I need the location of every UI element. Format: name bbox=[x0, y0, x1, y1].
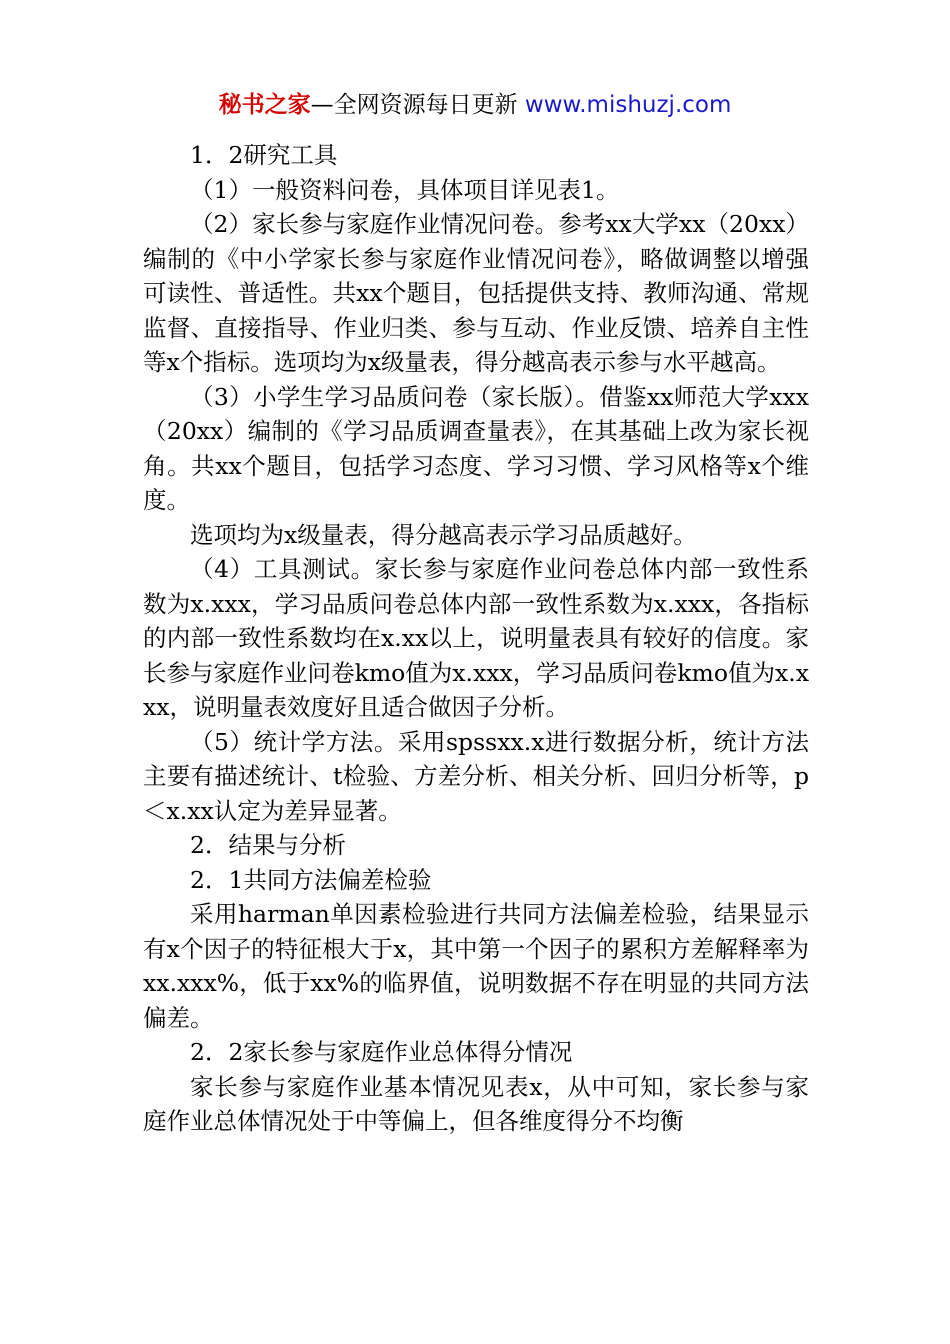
site-header bbox=[0, 88, 950, 122]
paragraph-tool-4: （4）工具测试。家长参与家庭作业问卷总体内部一致性系数为x.xxx，学习品质问卷总体内部一致性系数为x.xxx，各指标的内部一致性系数均在x.xx以上，说明量表具有较好的信度。家长参与家庭作业问卷kmo值为x.xxx，学习品质问卷kmo值为x.xxx，说明量表效度好且适合做因子分析。 bbox=[143, 555, 809, 721]
section-heading-2: 2．结果与分析 bbox=[190, 831, 346, 859]
site-url[interactable]: www.mishuzj.com bbox=[524, 92, 732, 118]
paragraph-overall-score: 家长参与家庭作业基本情况见表x，从中可知，家长参与家庭作业总体情况处于中等偏上，但各维度得分不均衡 bbox=[143, 1072, 809, 1135]
section-heading-2-2: 2．2家长参与家庭作业总体得分情况 bbox=[190, 1038, 573, 1066]
paragraph-tool-3-options: 选项均为x级量表，得分越高表示学习品质越好。 bbox=[190, 520, 697, 549]
paragraph-bias-test: 采用harman单因素检验进行共同方法偏差检验，结果显示有x个因子的特征根大于x，其中第一个因子的累积方差解释率为xx.xxx%，低于xx%的临界值，说明数据不存在明显的共同方法偏差。 bbox=[143, 900, 809, 1032]
document-body bbox=[143, 138, 809, 1139]
site-brand: 秘书之家 bbox=[218, 92, 311, 118]
paragraph-tool-2: （2）家长参与家庭作业情况问卷。参考xx大学xx（20xx）编制的《中小学家长参与家庭作业情况问卷》，略做调整以增强可读性、普适性。共xx个题目，包括提供支持、教师沟通、常规监督、直接指导、作业归类、参与互动、作业反馈、培养自主性等x个指标。选项均为x级量表，得分越高表示参与水平越高。 bbox=[143, 210, 809, 376]
paragraph-tool-5: （5）统计学方法。采用spssxx.x进行数据分析，统计方法主要有描述统计、t检验、方差分析、相关分析、回归分析等，p＜x.xx认定为差异显著。 bbox=[143, 727, 809, 825]
paragraph-tool-3: （3）小学生学习品质问卷（家长版）。借鉴xx师范大学xxx（20xx）编制的《学习品质调查量表》，在其基础上改为家长视角。共xx个题目，包括学习态度、学习习惯、学习风格等x个维度。 bbox=[143, 382, 809, 514]
section-heading-2-1: 2．1共同方法偏差检验 bbox=[190, 865, 432, 894]
site-tagline: —全网资源每日更新 bbox=[310, 92, 518, 118]
section-heading-1-2: 1．2研究工具 bbox=[190, 141, 338, 169]
paragraph-tool-1: （1）一般资料问卷，具体项目详见表1。 bbox=[190, 175, 620, 204]
